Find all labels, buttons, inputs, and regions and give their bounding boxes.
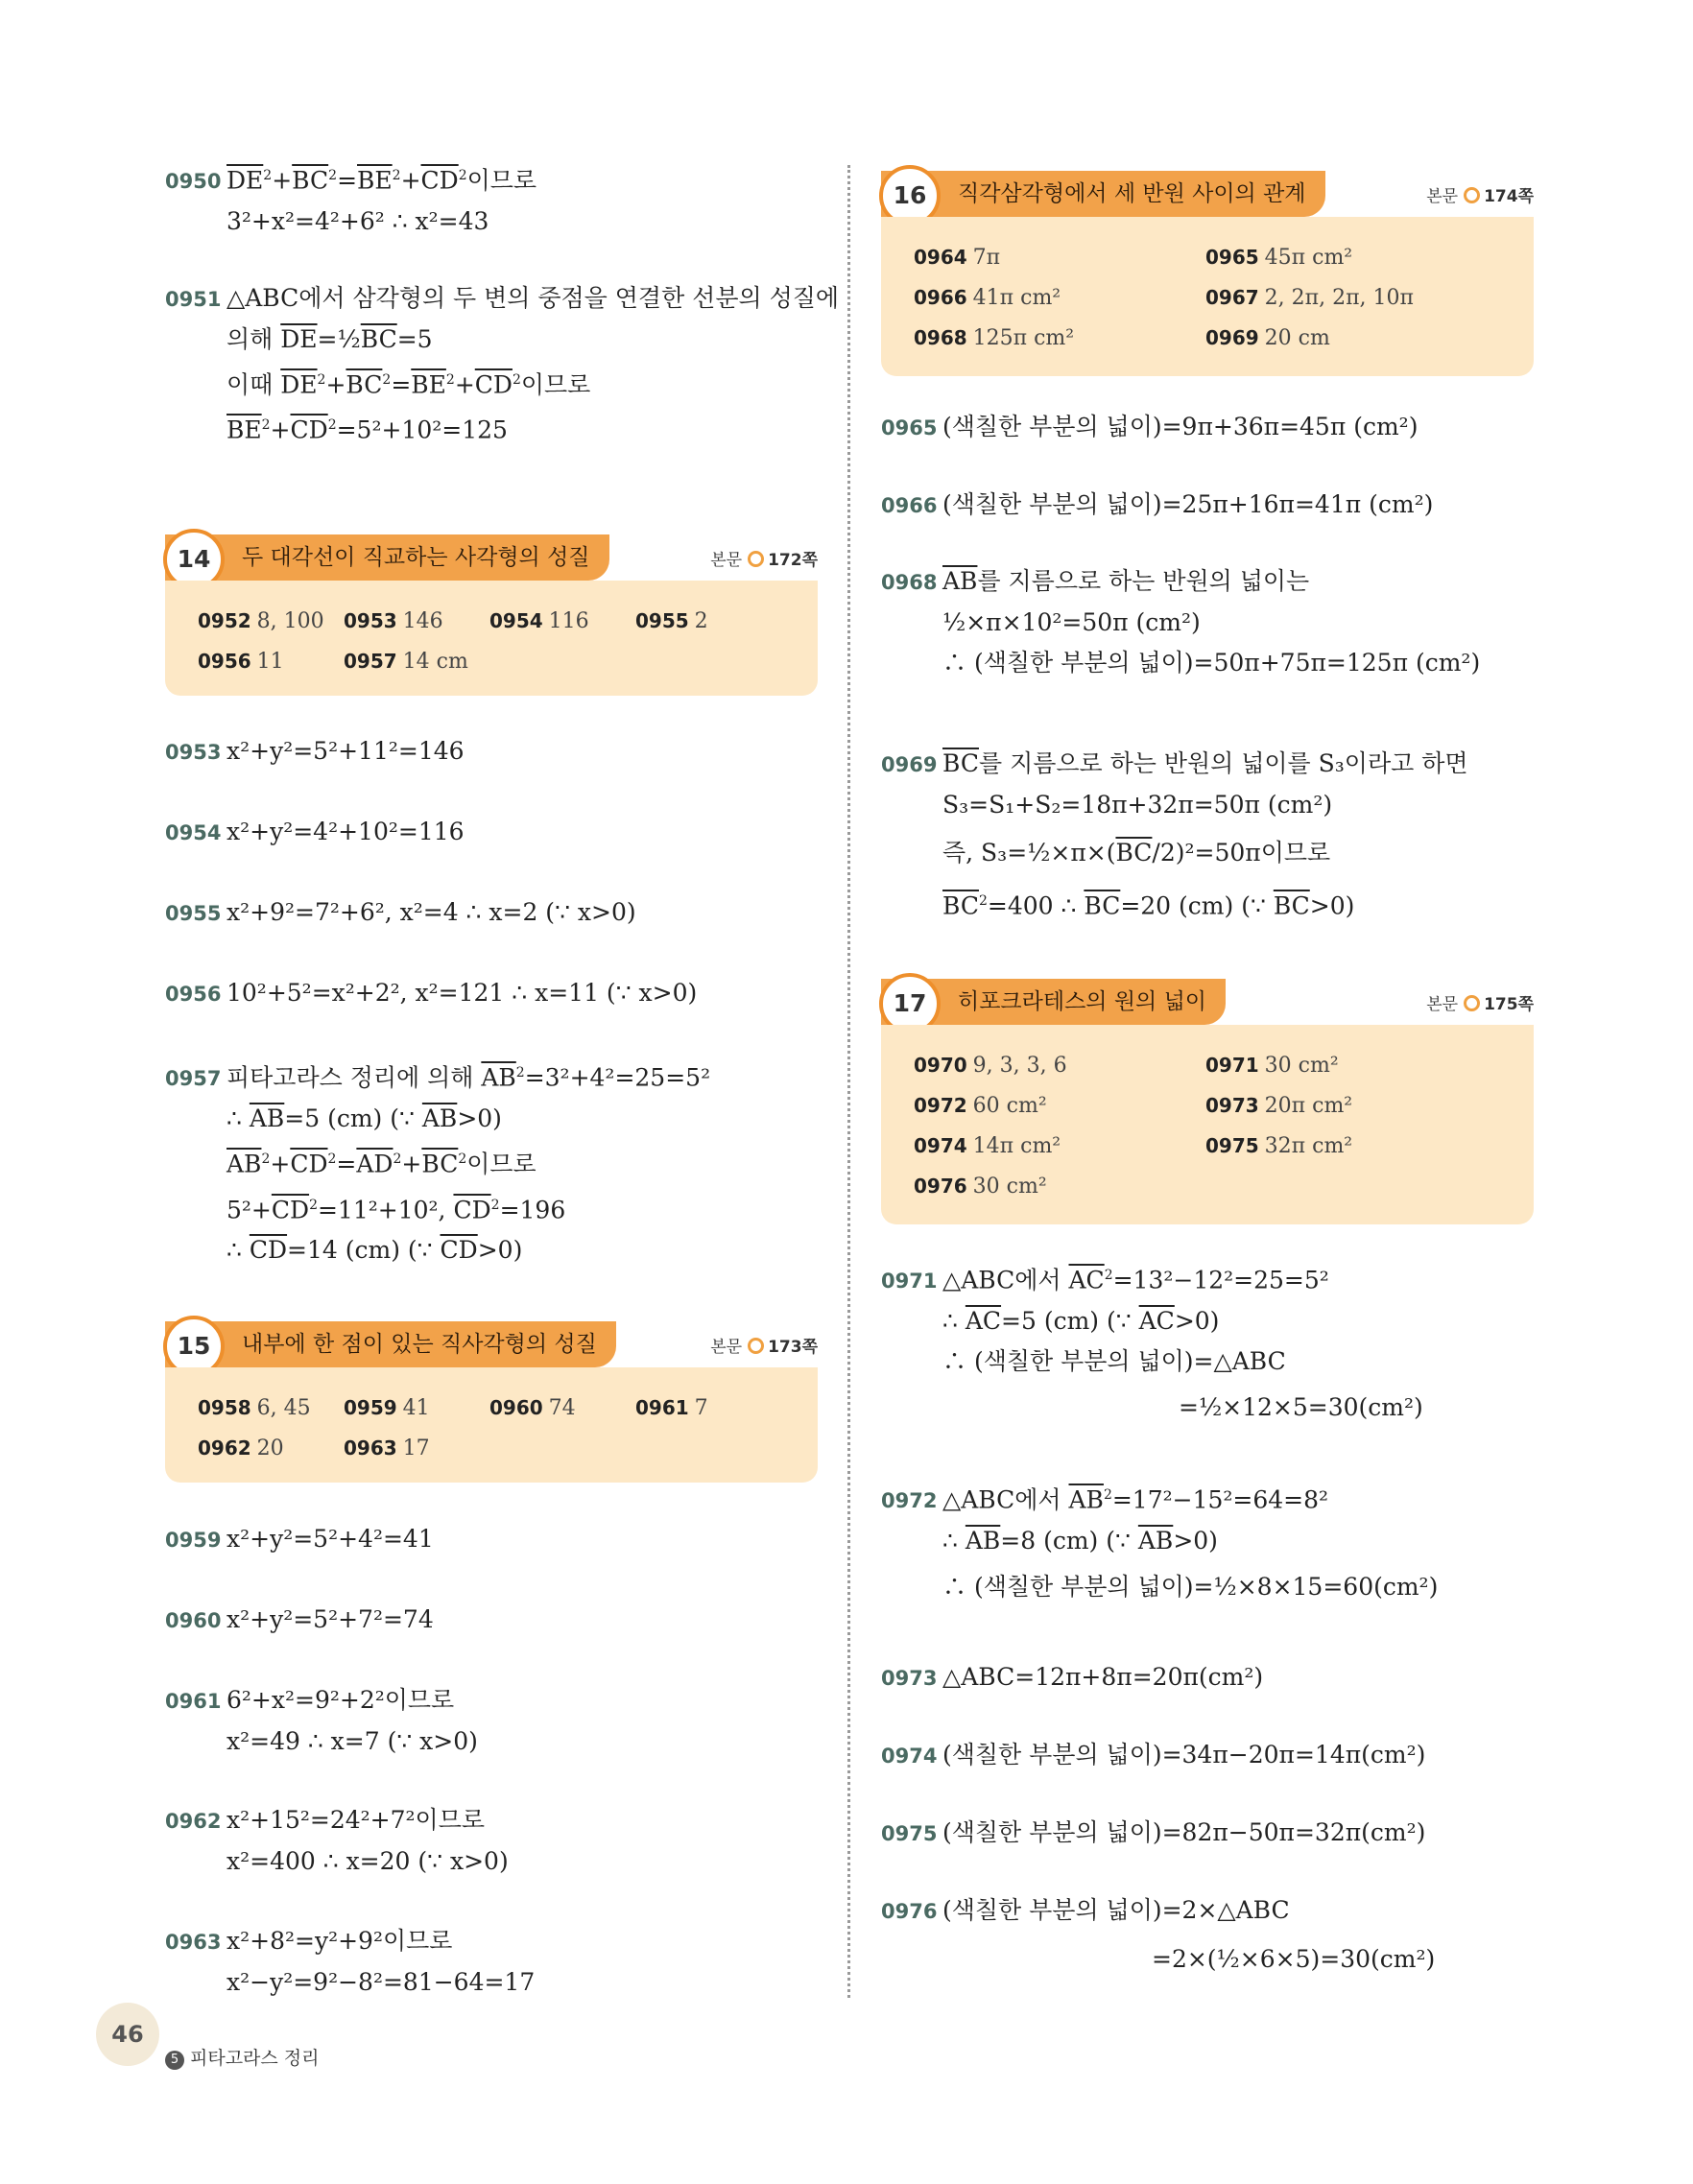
solution-number: 0968 <box>881 571 938 594</box>
section-title: 직각삼각형에서 세 반원 사이의 관계 <box>881 171 1325 217</box>
answer-0957: 0957 14 cm <box>344 650 468 674</box>
solution-number: 0973 <box>881 1667 938 1690</box>
chapter-number-badge: 5 <box>165 2051 184 2070</box>
answer-0955: 0955 2 <box>635 609 708 633</box>
solution-0966: 0966 (색칠한 부분의 넓이)=25π+16π=41π (cm²) <box>881 485 1433 526</box>
answer-box-14 <box>165 581 818 696</box>
section-title: 히포크라테스의 원의 넓이 <box>881 979 1226 1025</box>
solution-0961: 0961 6²+x²=9²+2²이므로 x²=49 ∴ x=7 (∵ x>0) <box>165 1680 478 1762</box>
solution-number: 0950 <box>165 170 222 194</box>
solution-0965: 0965 (색칠한 부분의 넓이)=9π+36π=45π (cm²) <box>881 407 1418 448</box>
answer-0966: 0966 41π cm² <box>914 286 1061 310</box>
answer-0975: 0975 32π cm² <box>1205 1134 1353 1158</box>
chapter-label: 5 피타고라스 정리 <box>165 2044 320 2070</box>
solution-number: 0966 <box>881 494 938 517</box>
solution-number: 0969 <box>881 753 938 776</box>
answer-0952: 0952 8, 100 <box>198 609 324 633</box>
answer-0968: 0968 125π cm² <box>914 326 1075 350</box>
answer-0964: 0964 7π <box>914 246 1001 270</box>
answer-0960: 0960 74 <box>489 1396 576 1420</box>
answer-0974: 0974 14π cm² <box>914 1134 1061 1158</box>
solution-0957: 0957 피타고라스 정리에 의해 $\overline{AB}^2=3^2+4^2=25=5^2$ ∴ $\overline{AB}=5$ (cm) (∵ $\overline{AB}>0$) $\overline{AB}^2+\overline{CD}^2=\overline{AD}^2+\overline{BC}^2$이므로 $5^2+\overline{CD}^2=11^2+10^2$, $\overline{CD}^2=196$ ∴ $\overline{CD}=14$ (cm) (∵ $\overline{CD}>0$) <box>165 1053 710 1270</box>
textbook-reference: 본문 173쪽 <box>710 1338 818 1357</box>
solution-number: 0951 <box>165 288 222 311</box>
textbook-reference: 본문 174쪽 <box>1426 187 1534 206</box>
section-title: 두 대각선이 직교하는 사각형의 성질 <box>165 534 609 581</box>
solution-0956: 0956 10²+5²=x²+2², x²=121 ∴ x=11 (∵ x>0) <box>165 973 697 1014</box>
answer-0961: 0961 7 <box>635 1396 708 1420</box>
answer-0969: 0969 20 cm <box>1205 326 1330 350</box>
ref-dot-icon <box>1464 995 1480 1011</box>
solution-0960: 0960 x²+y²=5²+7²=74 <box>165 1600 434 1641</box>
solution-0963: 0963 x²+8²=y²+9²이므로 x²−y²=9²−8²=81−64=17 <box>165 1921 535 2003</box>
ref-dot-icon <box>748 551 764 567</box>
solution-number: 0976 <box>881 1900 938 1923</box>
solution-0962: 0962 x²+15²=24²+7²이므로 x²=400 ∴ x=20 (∵ x>0) <box>165 1800 509 1882</box>
answer-0972: 0972 60 cm² <box>914 1094 1047 1118</box>
answer-0973: 0973 20π cm² <box>1205 1094 1353 1118</box>
solution-0976: 0976 (색칠한 부분의 넓이)=2×△ABC =2×(½×6×5)=30(cm²) <box>881 1890 1435 1987</box>
solution-0974: 0974 (색칠한 부분의 넓이)=34π−20π=14π(cm²) <box>881 1735 1425 1776</box>
solution-0971: 0971 △ABC에서 $\overline{AC}^2=13^2-12^2=25=5^2$ ∴ $\overline{AC}=5$ (cm) (∵ $\overline{AC}>0$) ∴ (색칠한 부분의 넓이)=△ABC =½×12×5=30(cm²) <box>881 1255 1423 1434</box>
solution-number: 0953 <box>165 741 222 764</box>
solution-number: 0972 <box>881 1489 938 1513</box>
answer-0953: 0953 146 <box>344 609 443 633</box>
answer-0962: 0962 20 <box>198 1436 284 1460</box>
answer-0967: 0967 2, 2π, 2π, 10π <box>1205 286 1414 310</box>
solution-0950: 0950 $\overline{DE}^2+\overline{BC}^2=\overline{BE}^2+\overline{CD}^2$이므로 3²+x²=4²+6² ∴ x²=43 <box>165 155 537 242</box>
solution-number: 0974 <box>881 1745 938 1768</box>
solution-0968: 0968 $\overline{AB}$를 지름으로 하는 반원의 넓이는 ½×π×10²=50π (cm²) ∴ (색칠한 부분의 넓이)=50π+75π=125π (cm²) <box>881 561 1480 683</box>
section-number: 15 <box>163 1316 225 1377</box>
answer-0965: 0965 45π cm² <box>1205 246 1353 270</box>
solution-number: 0955 <box>165 902 222 925</box>
answer-0954: 0954 116 <box>489 609 589 633</box>
solution-number: 0956 <box>165 983 222 1006</box>
answer-0976: 0976 30 cm² <box>914 1175 1047 1199</box>
solution-0973: 0973 △ABC=12π+8π=20π(cm²) <box>881 1657 1263 1698</box>
solution-number: 0960 <box>165 1609 222 1632</box>
section-number: 16 <box>879 165 941 226</box>
solution-number: 0954 <box>165 821 222 844</box>
answer-0971: 0971 30 cm² <box>1205 1054 1339 1078</box>
section-number: 14 <box>163 529 225 590</box>
solution-0969: 0969 $\overline{BC}$를 지름으로 하는 반원의 넓이를 S₃이라고 하면 S₃=S₁+S₂=18π+32π=50π (cm²) 즉, $S_3=\frac{1}{2}\times\pi\times(\overline{BC}/2)^2=50\pi$이므로 $\overline{BC}^2=400$ ∴ $\overline{BC}=20$ (cm) (∵ $\overline{BC}>0$) <box>881 744 1468 926</box>
answer-0963: 0963 17 <box>344 1436 430 1460</box>
answer-0970: 0970 9, 3, 3, 6 <box>914 1054 1067 1078</box>
solution-number: 0965 <box>881 416 938 439</box>
solution-number: 0971 <box>881 1270 938 1294</box>
ref-dot-icon <box>1464 187 1480 203</box>
section-title: 내부에 한 점이 있는 직사각형의 성질 <box>165 1321 616 1367</box>
solution-number: 0975 <box>881 1822 938 1845</box>
solution-number: 0959 <box>165 1529 222 1552</box>
solution-0954: 0954 x²+y²=4²+10²=116 <box>165 812 465 853</box>
answer-box-17 <box>881 1025 1534 1224</box>
textbook-reference: 본문 175쪽 <box>1426 995 1534 1014</box>
solution-0959: 0959 x²+y²=5²+4²=41 <box>165 1519 434 1560</box>
solution-0951: 0951 △ABC에서 삼각형의 두 변의 중점을 연결한 선분의 성질에 의해 $\overline{DE}=\frac{1}{2}\overline{BC}=5$ 이때 $\overline{DE}^2+\overline{BC}^2=\overline{BE}^2+\overline{CD}^2$이므로 $\overline{BE}^2+\overline{CD}^2=5^2+10^2=125$ <box>165 278 839 451</box>
solution-0972: 0972 △ABC에서 $\overline{AB}^2=17^2-15^2=64=8^2$ ∴ $\overline{AB}=8$ (cm) (∵ $\overline{AB}>0$) ∴ (색칠한 부분의 넓이)=½×8×15=60(cm²) <box>881 1475 1438 1613</box>
solution-number: 0962 <box>165 1810 222 1833</box>
solution-number: 0957 <box>165 1067 222 1091</box>
answer-box-15 <box>165 1367 818 1483</box>
column-divider <box>847 165 850 1998</box>
section-number: 17 <box>879 973 941 1034</box>
solution-0955: 0955 x²+9²=7²+6², x²=4 ∴ x=2 (∵ x>0) <box>165 892 636 934</box>
textbook-reference: 본문 172쪽 <box>710 551 818 570</box>
answer-0959: 0959 41 <box>344 1396 430 1420</box>
solution-number: 0963 <box>165 1931 222 1954</box>
answer-box-16 <box>881 217 1534 376</box>
solution-0953: 0953 x²+y²=5²+11²=146 <box>165 731 465 772</box>
solution-number: 0961 <box>165 1690 222 1713</box>
answer-0956: 0956 11 <box>198 650 284 674</box>
answer-0958: 0958 6, 45 <box>198 1396 311 1420</box>
page-number: 46 <box>96 2003 159 2066</box>
solution-0975: 0975 (색칠한 부분의 넓이)=82π−50π=32π(cm²) <box>881 1813 1425 1854</box>
ref-dot-icon <box>748 1338 764 1354</box>
